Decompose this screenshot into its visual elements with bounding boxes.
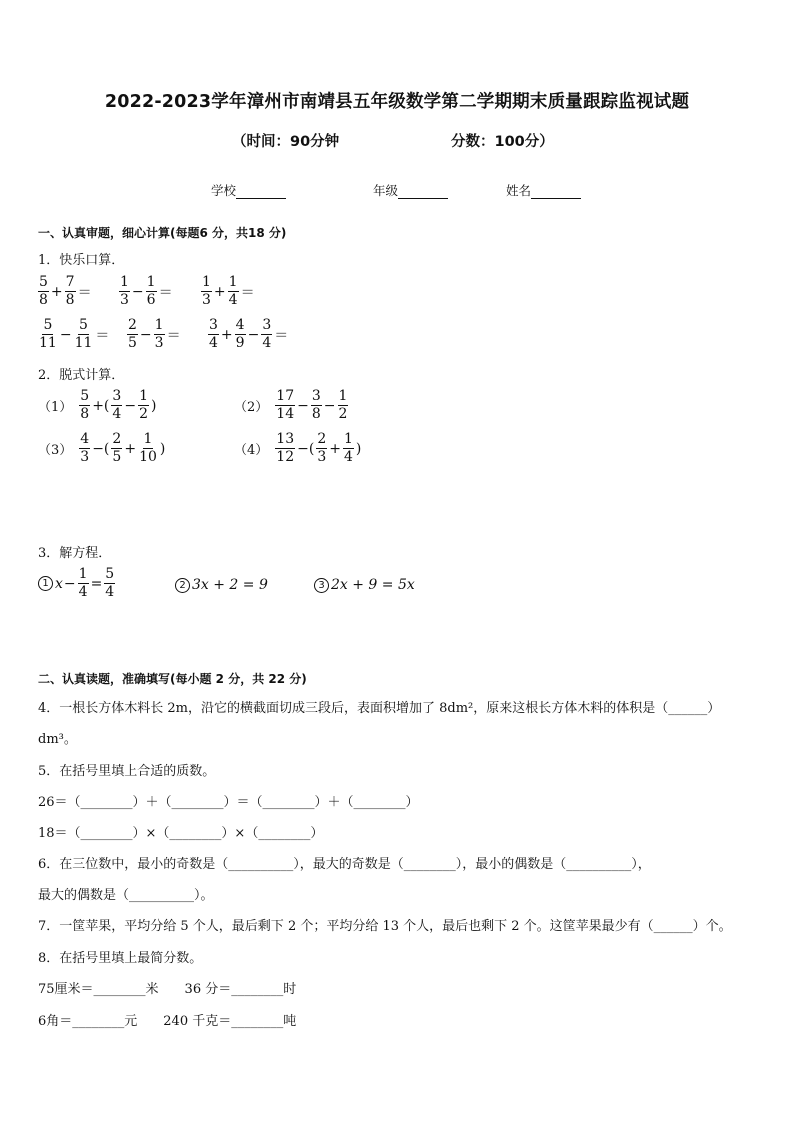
- mental-calc-5: $\frac{2}{5}$ − $\frac{1}{3}$ ＝: [128, 317, 181, 351]
- fraction: $\frac{5}{8}$: [39, 274, 48, 308]
- question-8: 8．在括号里填上最简分数。: [38, 951, 203, 966]
- fraction: $\frac{1}{6}$: [146, 274, 156, 308]
- name-field: [506, 181, 581, 199]
- school-blank[interactable]: [236, 184, 286, 199]
- equation-2: 2 3x + 2 = 9: [175, 577, 268, 593]
- mental-calc-4: $\frac{5}{11}$ − $\frac{5}{11}$ ＝: [39, 317, 110, 351]
- step-calc-1: （1） $\frac{5}{8}$ +( $\frac{3}{4}$ − $\frac{1}{2}$ ): [38, 388, 157, 422]
- fraction: $\frac{3}{8}$: [311, 388, 321, 422]
- fraction: $\frac{1}{3}$: [202, 274, 211, 308]
- grade-blank[interactable]: [398, 184, 448, 199]
- exam-score: 分数：100分）: [451, 134, 554, 150]
- mental-calc-3: $\frac{1}{3}$ + $\frac{1}{4}$ ＝: [202, 274, 255, 308]
- fraction: $\frac{1}{4}$: [228, 274, 238, 308]
- equation-3: 3 2x + 9 = 5x: [314, 577, 415, 593]
- question-6-cont: 最大的偶数是（__________）。: [38, 888, 214, 903]
- fraction: $\frac{3}{4}$: [262, 317, 272, 351]
- question-8-b: 6角＝________元 240 千克＝________吨: [38, 1014, 297, 1029]
- fraction: $\frac{2}{3}$: [317, 431, 327, 465]
- fraction: $\frac{1}{3}$: [120, 274, 129, 308]
- section-1-heading: 一、认真审题，细心计算(每题6 分，共18 分): [38, 226, 287, 240]
- grade-label: 年级: [373, 183, 399, 198]
- school-label: 学校: [211, 183, 237, 198]
- fraction: $\frac{5}{8}$: [80, 388, 90, 422]
- question-4-cont: dm³。: [38, 732, 77, 747]
- circled-number: 3: [314, 578, 329, 593]
- question-5: 5．在括号里填上合适的质数。: [38, 764, 216, 779]
- fraction: $\frac{5}{11}$: [74, 317, 93, 351]
- circled-number: 1: [38, 576, 53, 591]
- equation-1: 1 x − $\frac{1}{4}$ = $\frac{5}{4}$: [38, 567, 116, 600]
- name-label: 姓名: [506, 183, 532, 198]
- step-calc-2: （2） $\frac{17}{14}$ − $\frac{3}{8}$ − $\frac{1}{2}$: [234, 388, 348, 422]
- question-1-title: 1．快乐口算．: [38, 253, 125, 268]
- fraction: $\frac{4}{3}$: [80, 431, 90, 465]
- exam-time: （时间：90分钟: [232, 134, 340, 150]
- fraction: $\frac{3}{4}$: [209, 317, 218, 351]
- fraction: $\frac{13}{12}$: [276, 431, 295, 465]
- mental-calc-2: $\frac{1}{3}$ − $\frac{1}{6}$ ＝: [120, 274, 173, 308]
- mental-calc-1: $\frac{5}{8}$ + $\frac{7}{8}$ ＝: [39, 274, 92, 308]
- fraction: $\frac{17}{14}$: [276, 388, 295, 422]
- question-3-title: 3．解方程．: [38, 546, 112, 561]
- circled-number: 2: [175, 578, 190, 593]
- fraction: $\frac{5}{4}$: [105, 566, 115, 600]
- fraction: $\frac{4}{9}$: [235, 317, 245, 351]
- fraction: $\frac{3}{4}$: [112, 388, 122, 422]
- fraction: $\frac{7}{8}$: [65, 274, 75, 308]
- grade-field: [373, 181, 448, 199]
- name-blank[interactable]: [531, 184, 581, 199]
- page-title: 2022-2023学年漳州市南靖县五年级数学第二学期期末质量跟踪监视试题: [104, 92, 690, 112]
- question-4: 4．一根长方体木料长 2m，沿它的横截面切成三段后，表面积增加了 8dm²，原来这根长方体木料的体积是（______）: [38, 701, 721, 716]
- question-8-a: 75厘米＝________米 36 分＝________时: [38, 982, 297, 997]
- fraction: $\frac{2}{5}$: [128, 317, 137, 351]
- fraction: $\frac{1}{3}$: [154, 317, 164, 351]
- question-2-title: 2．脱式计算．: [38, 368, 125, 383]
- fraction: $\frac{1}{4}$: [343, 431, 353, 465]
- fraction: $\frac{1}{2}$: [338, 388, 348, 422]
- question-7: 7．一筐苹果，平均分给 5 个人，最后剩下 2 个；平均分给 13 个人，最后也剩下 2 个。这筐苹果最少有（______）个。: [38, 919, 732, 934]
- school-field: [211, 181, 286, 199]
- mental-calc-6: $\frac{3}{4}$ + $\frac{4}{9}$ − $\frac{3}{4}$ ＝: [209, 317, 289, 351]
- question-6: 6．在三位数中，最小的奇数是（__________），最大的奇数是（________），最小的偶数是（__________），: [38, 857, 651, 872]
- fraction: $\frac{5}{11}$: [39, 317, 57, 351]
- fraction: $\frac{2}{5}$: [112, 431, 122, 465]
- section-2-heading: 二、认真读题，准确填写(每小题 2 分，共 22 分): [38, 672, 307, 686]
- step-calc-3: （3） $\frac{4}{3}$ −( $\frac{2}{5}$ + $\frac{1}{10}$ ): [38, 431, 166, 465]
- step-calc-4: （4） $\frac{13}{12}$ −( $\frac{2}{3}$ + $\frac{1}{4}$ ): [234, 431, 362, 465]
- question-5-a: 26＝（________）＋（________）＝（________）＋（________）: [38, 795, 419, 810]
- question-5-b: 18＝（________）×（________）×（________）: [38, 826, 324, 841]
- fraction: $\frac{1}{2}$: [139, 388, 148, 422]
- fraction: $\frac{1}{10}$: [139, 431, 157, 465]
- fraction: $\frac{1}{4}$: [78, 566, 88, 600]
